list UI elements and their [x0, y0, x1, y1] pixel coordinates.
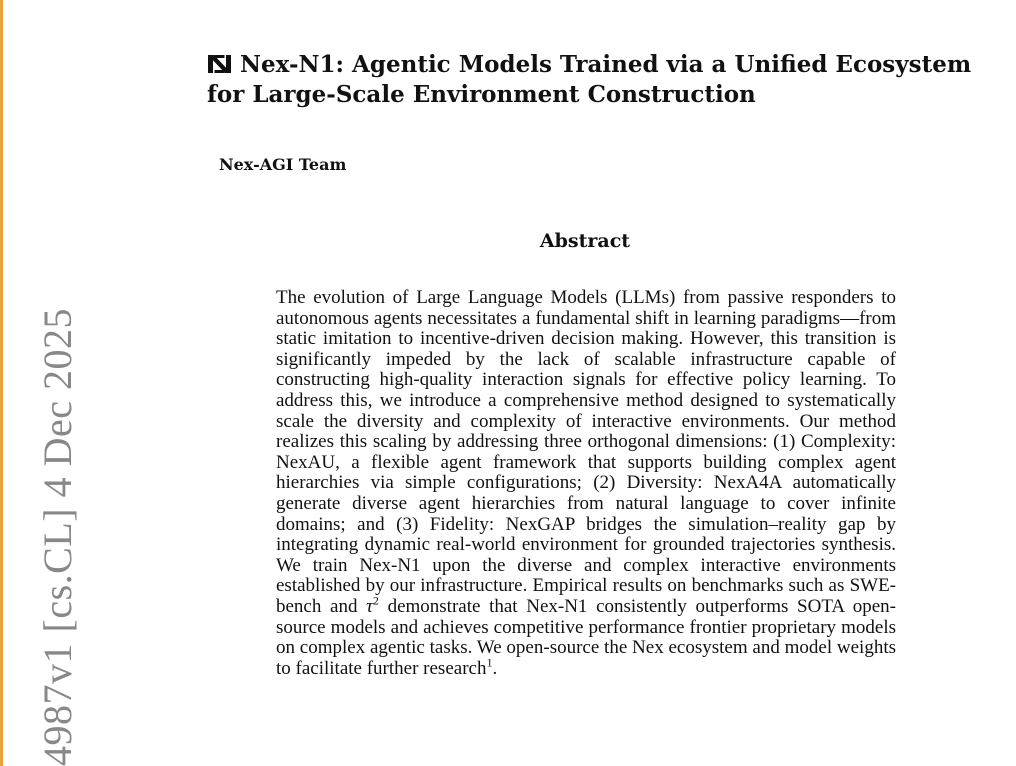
arxiv-identifier-stamp: 4987v1 [cs.CL] 4 Dec 2025 [35, 308, 80, 766]
author-list: Nex-AGI Team [219, 155, 347, 174]
abstract-text-part1: The evolution of Large Language Models (LLMs) from passive responders to autonomous agents necessitates a fundamental shift in learning paradigms—from static imitation to incentive-driven decision making. However, this transition is significantly impeded by the lack of scalable infrastructure capable of constructing high-quality interaction signals for effective policy learning. To address this, we introduce a comprehensive method designed to systematically scale the diversity and complexity of interactive environments. Our method realizes this scaling by addressing three orthogonal dimensions: (1) Complexity: NexAU, a flexible agent framework that supports building complex agent hierarchies via simple configurations; (2) Diversity: NexA4A automatically generate diverse agent hierarchies from natural language to cover infinite domains; and (3) Fidelity: NexGAP bridges the simulation–reality gap by integrating dynamic real-world environment for grounded trajectories synthesis. We train Nex-N1 upon the diverse and complex interactive environments established by our infrastructure. Empirical results on benchmarks such as SWE-bench and [276, 287, 896, 617]
title-block [207, 50, 997, 110]
title-line-2: for Large-Scale Environment Construction [207, 81, 756, 108]
paper-title [207, 50, 997, 110]
footnote-marker[interactable]: 1 [486, 655, 493, 670]
abstract-text-part2: demonstrate that Nex-N1 consistently outperforms SOTA open-source models and achieves competitive performance frontier proprietary models on complex agentic tasks. We open-source the Nex ecosystem and model weights to facilitate further research [276, 595, 896, 679]
abstract-text-end: . [492, 657, 498, 679]
left-margin-rule [0, 0, 3, 766]
tau-superscript: 2 [372, 593, 379, 608]
title-line-1: Nex-N1: Agentic Models Trained via a Unified Ecosystem [240, 51, 972, 78]
abstract-body [276, 288, 896, 679]
tau-symbol: τ [366, 595, 373, 617]
nex-logo-icon [207, 54, 232, 74]
abstract-heading: Abstract [539, 230, 631, 252]
